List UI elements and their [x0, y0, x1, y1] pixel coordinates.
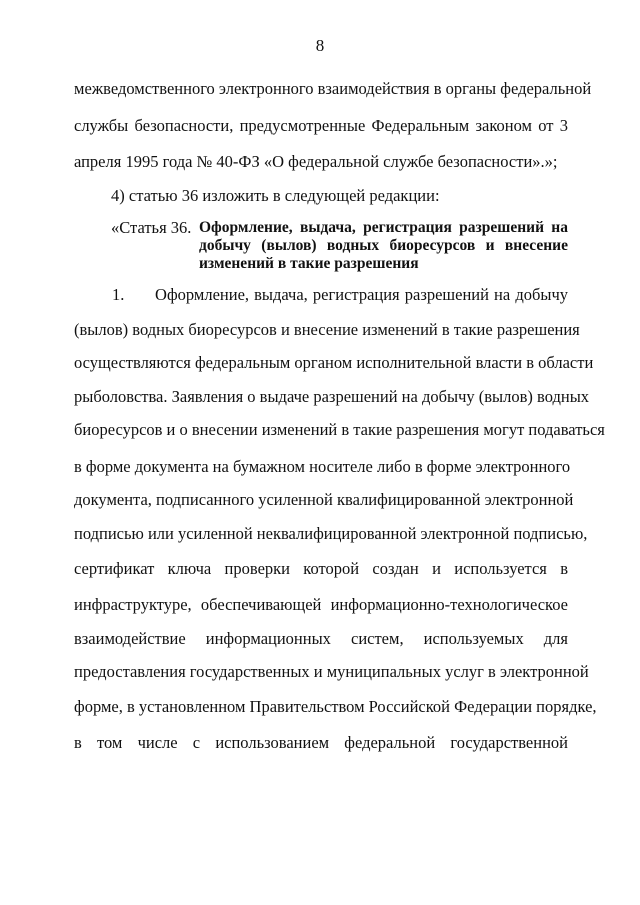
body-line-8: подписью или усиленной неквалифицированной электронной подписью, — [74, 524, 588, 543]
body-line-2: (вылов) водных биоресурсов и внесение изменений в такие разрешения — [74, 320, 580, 339]
body-line-11: взаимодействие информационных систем, используемых для — [74, 629, 568, 648]
body-line-4: рыболовства. Заявления о выдаче разрешений на добычу (вылов) водных — [74, 387, 590, 406]
body-line-10: инфраструктуре, обеспечивающей информационно-технологическое — [74, 595, 568, 614]
article-title-line-1: Оформление, выдача, регистрация разрешений на — [199, 219, 568, 236]
body-line-14: в том числе с использованием федеральной государственной — [74, 733, 568, 752]
body-line-5: биоресурсов и о внесении изменений в такие разрешения могут подаваться — [74, 420, 605, 439]
body-line-9: сертификат ключа проверки которой создан и используется в — [74, 559, 568, 578]
body-line-1: 1. Оформление, выдача, регистрация разрешений на добычу — [112, 285, 568, 304]
item-4-line: 4) статью 36 изложить в следующей редакции: — [111, 186, 440, 205]
article-title-line-3: изменений в такие разрешения — [199, 255, 419, 272]
body-line-12: предоставления государственных и муниципальных услуг в электронной — [74, 662, 589, 681]
body-line-6: в форме документа на бумажном носителе либо в форме электронного — [74, 457, 571, 476]
page-number: 8 — [315, 36, 325, 55]
body-line-13: форме, в установленном Правительством Российской Федерации порядке, — [74, 697, 597, 716]
intro-line-1: межведомственного электронного взаимодействия в органы федеральной — [74, 79, 592, 98]
body-line-7: документа, подписанного усиленной квалифицированной электронной — [74, 490, 574, 509]
body-line-3: осуществляются федеральным органом исполнительной власти в области — [74, 353, 594, 372]
article-label: «Статья 36. — [111, 218, 192, 237]
intro-line-2: службы безопасности, предусмотренные Федеральным законом от 3 — [74, 116, 568, 135]
article-title-line-2: добычу (вылов) водных биоресурсов и внесение — [199, 237, 568, 254]
intro-line-3: апреля 1995 года № 40-ФЗ «О федеральной службе безопасности».»; — [74, 152, 558, 171]
